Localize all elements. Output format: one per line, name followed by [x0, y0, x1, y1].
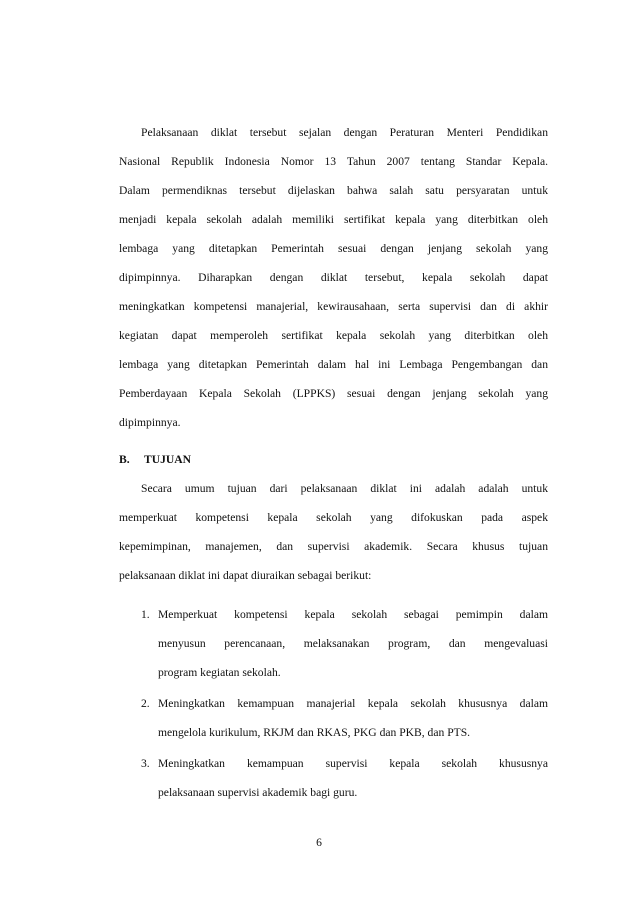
section-number: B. [119, 453, 130, 466]
page-number: 6 [316, 836, 322, 849]
list-item-number: 3. [141, 757, 150, 770]
paragraph-line: meningkatkan kompetensi manajerial, kewirausahaan, serta supervisi dan di akhir [119, 300, 548, 313]
list-item-line: menyusun perencanaan, melaksanakan program, dan mengevaluasi [158, 637, 548, 650]
paragraph-line: lembaga yang ditetapkan Pemerintah dalam hal ini Lembaga Pengembangan dan [119, 358, 548, 371]
list-item-first-line [119, 600, 548, 629]
paragraph-pelaksanaan [119, 118, 548, 437]
paragraph-line: Secara umum tujuan dari pelaksanaan diklat ini adalah adalah untuk [141, 482, 548, 495]
list-item-text: Meningkatkan kemampuan supervisi kepala sekolah khususnya [158, 757, 548, 770]
paragraph-line: Dalam permendiknas tersebut dijelaskan bahwa salah satu persyaratan untuk [119, 184, 548, 197]
paragraph-line: kegiatan dapat memperoleh sertifikat kepala sekolah yang diterbitkan oleh [119, 329, 548, 342]
section-heading-tujuan [119, 445, 548, 474]
list-item [119, 600, 548, 687]
list-item-line: mengelola kurikulum, RKJM dan RKAS, PKG dan PKB, dan PTS. [158, 726, 471, 739]
list-item-first-line [119, 689, 548, 718]
paragraph-line: Nasional Republik Indonesia Nomor 13 Tahun 2007 tentang Standar Kepala. [119, 155, 548, 168]
list-item-text: Meningkatkan kemampuan manajerial kepala sekolah khususnya dalam [158, 697, 548, 710]
list-item-line: program kegiatan sekolah. [158, 666, 281, 679]
list-item-line: pelaksanaan supervisi akademik bagi guru. [158, 786, 358, 799]
tujuan-list [119, 600, 548, 807]
page-content [119, 118, 548, 809]
paragraph-line: lembaga yang ditetapkan Pemerintah sesuai dengan jenjang sekolah yang [119, 242, 548, 255]
paragraph-line: Pemberdayaan Kepala Sekolah (LPPKS) sesuai dengan jenjang sekolah yang [119, 387, 548, 400]
list-item-number: 1. [141, 608, 150, 621]
paragraph-secara-umum [119, 474, 548, 590]
paragraph-line: menjadi kepala sekolah adalah memiliki sertifikat kepala yang diterbitkan oleh [119, 213, 548, 226]
paragraph-line: memperkuat kompetensi kepala sekolah yang difokuskan pada aspek [119, 511, 548, 524]
list-item-number: 2. [141, 697, 150, 710]
paragraph-line: pelaksanaan diklat ini dapat diuraikan sebagai berikut: [119, 569, 372, 582]
paragraph-line: dipimpinnya. Diharapkan dengan diklat tersebut, kepala sekolah dapat [119, 271, 548, 284]
paragraph-line: Pelaksanaan diklat tersebut sejalan dengan Peraturan Menteri Pendidikan [141, 126, 548, 139]
list-item [119, 749, 548, 807]
list-item-first-line [119, 749, 548, 778]
paragraph-line: kepemimpinan, manajemen, dan supervisi akademik. Secara khusus tujuan [119, 540, 548, 553]
list-item [119, 689, 548, 747]
list-item-text: Memperkuat kompetensi kepala sekolah sebagai pemimpin dalam [158, 608, 548, 621]
paragraph-line: dipimpinnya. [119, 416, 181, 429]
section-title: TUJUAN [144, 453, 192, 466]
